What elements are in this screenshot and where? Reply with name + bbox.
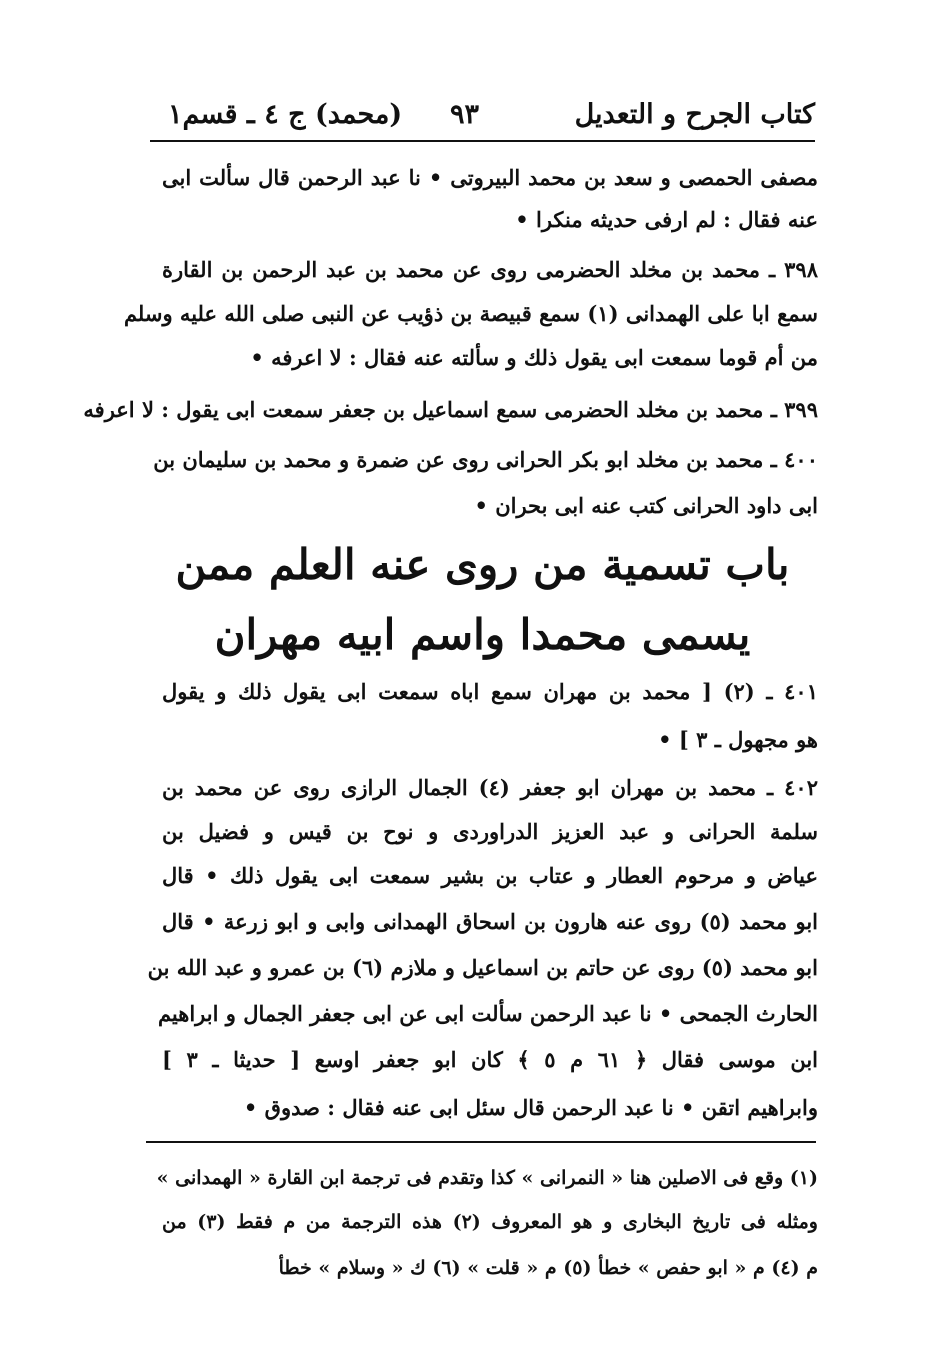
footnote-divider (146, 1141, 816, 1143)
text-line: عنه فقال : لم ارفى حديثه منكرا • (515, 207, 818, 232)
text-line: ابو محمد (٥) روى عنه هارون بن اسحاق الهمدانى وابى و ابو زرعة • قال (162, 909, 818, 934)
entry-399: ٣٩٩ ـ محمد بن مخلد الحضرمى سمع اسماعيل بن جعفر سمعت ابى يقول : لا اعرفه (83, 397, 818, 422)
page-number: ٩٣ (450, 99, 480, 130)
text-line: ابو محمد (٥) روى عن حاتم بن اسماعيل و ملازم (٦) بن عمرو و عبد الله بن (147, 955, 818, 980)
entry-400: ٤٠٠ ـ محمد بن مخلد ابو بكر الحرانى روى عن ضمرة و محمد بن سليمان بن (153, 447, 818, 472)
entry-401: ٤٠١ ـ (٢) [ محمد بن مهران سمع اباه سمعت ابى يقول ذلك و يقول (162, 679, 818, 704)
footnote-line: ومثله فى تاريخ البخارى و هو المعروف (٢) هذه الترجمة من م فقط (٣) من (162, 1211, 818, 1233)
text-line: من أم قوما سمعت ابى يقول ذلك و سألته عنه فقال : لا اعرفه • (250, 345, 818, 370)
page-header (150, 82, 815, 142)
section-label: (محمد) ج ٤ ـ قسم١ (168, 99, 403, 130)
entry-398: ٣٩٨ ـ محمد بن مخلد الحضرمى روى عن محمد بن عبد الرحمن بن القارة (162, 257, 818, 282)
book-title: كتاب الجرح و التعديل (574, 99, 815, 130)
text-line: سمع ابا على الهمدانى (١) سمع قبيصة بن ذؤيب عن النبى صلى الله عليه وسلم (123, 301, 818, 326)
footnote-line: (١) وقع فى الاصلين هنا « النمرانى » كذا وتقدم فى ترجمة ابن القارة « الهمدانى » (156, 1167, 818, 1189)
entry-402: ٤٠٢ ـ محمد بن مهران ابو جعفر (٤) الجمال الرازى روى عن محمد بن (162, 775, 818, 800)
text-line: الحارث الجمحى • نا عبد الرحمن سألت ابى عن ابى جعفر الجمال و ابراهيم (157, 1001, 818, 1026)
text-line: ابن موسى فقال ﴿ ٦١ م ٥ ﴾ كان ابو جعفر اوسع [ حديثا ـ ٣ ] (162, 1047, 819, 1072)
footnote-line: م (٤) م « ابو حفص » خطأ (٥) م « قلت » (٦) ك « وسلام » خطأ (278, 1257, 818, 1279)
text-line: ابى داود الحرانى كتب عنه ابى بحران • (474, 493, 818, 518)
chapter-title-line-1: باب تسمية من روى عنه العلم ممن (175, 540, 790, 589)
text-line: هو مجهول ـ ٣ ] • (658, 727, 818, 752)
text-line: مصفى الحمصى و سعد بن محمد البيروتى • نا عبد الرحمن قال سألت ابى (162, 165, 818, 190)
chapter-title-line-2: يسمى محمدا واسم ابيه مهران (214, 610, 751, 659)
text-line: سلمة الحرانى و عبد العزيز الدراوردى و نوح بن قيس و فضيل بن (162, 819, 818, 844)
text-line: وابراهيم اتقن • نا عبد الرحمن قال سئل ابى عنه فقال : صدوق • (243, 1095, 818, 1120)
text-line: عياض و مرحوم العطار و عتاب بن بشير سمعت ابى يقول ذلك • قال (162, 863, 818, 888)
